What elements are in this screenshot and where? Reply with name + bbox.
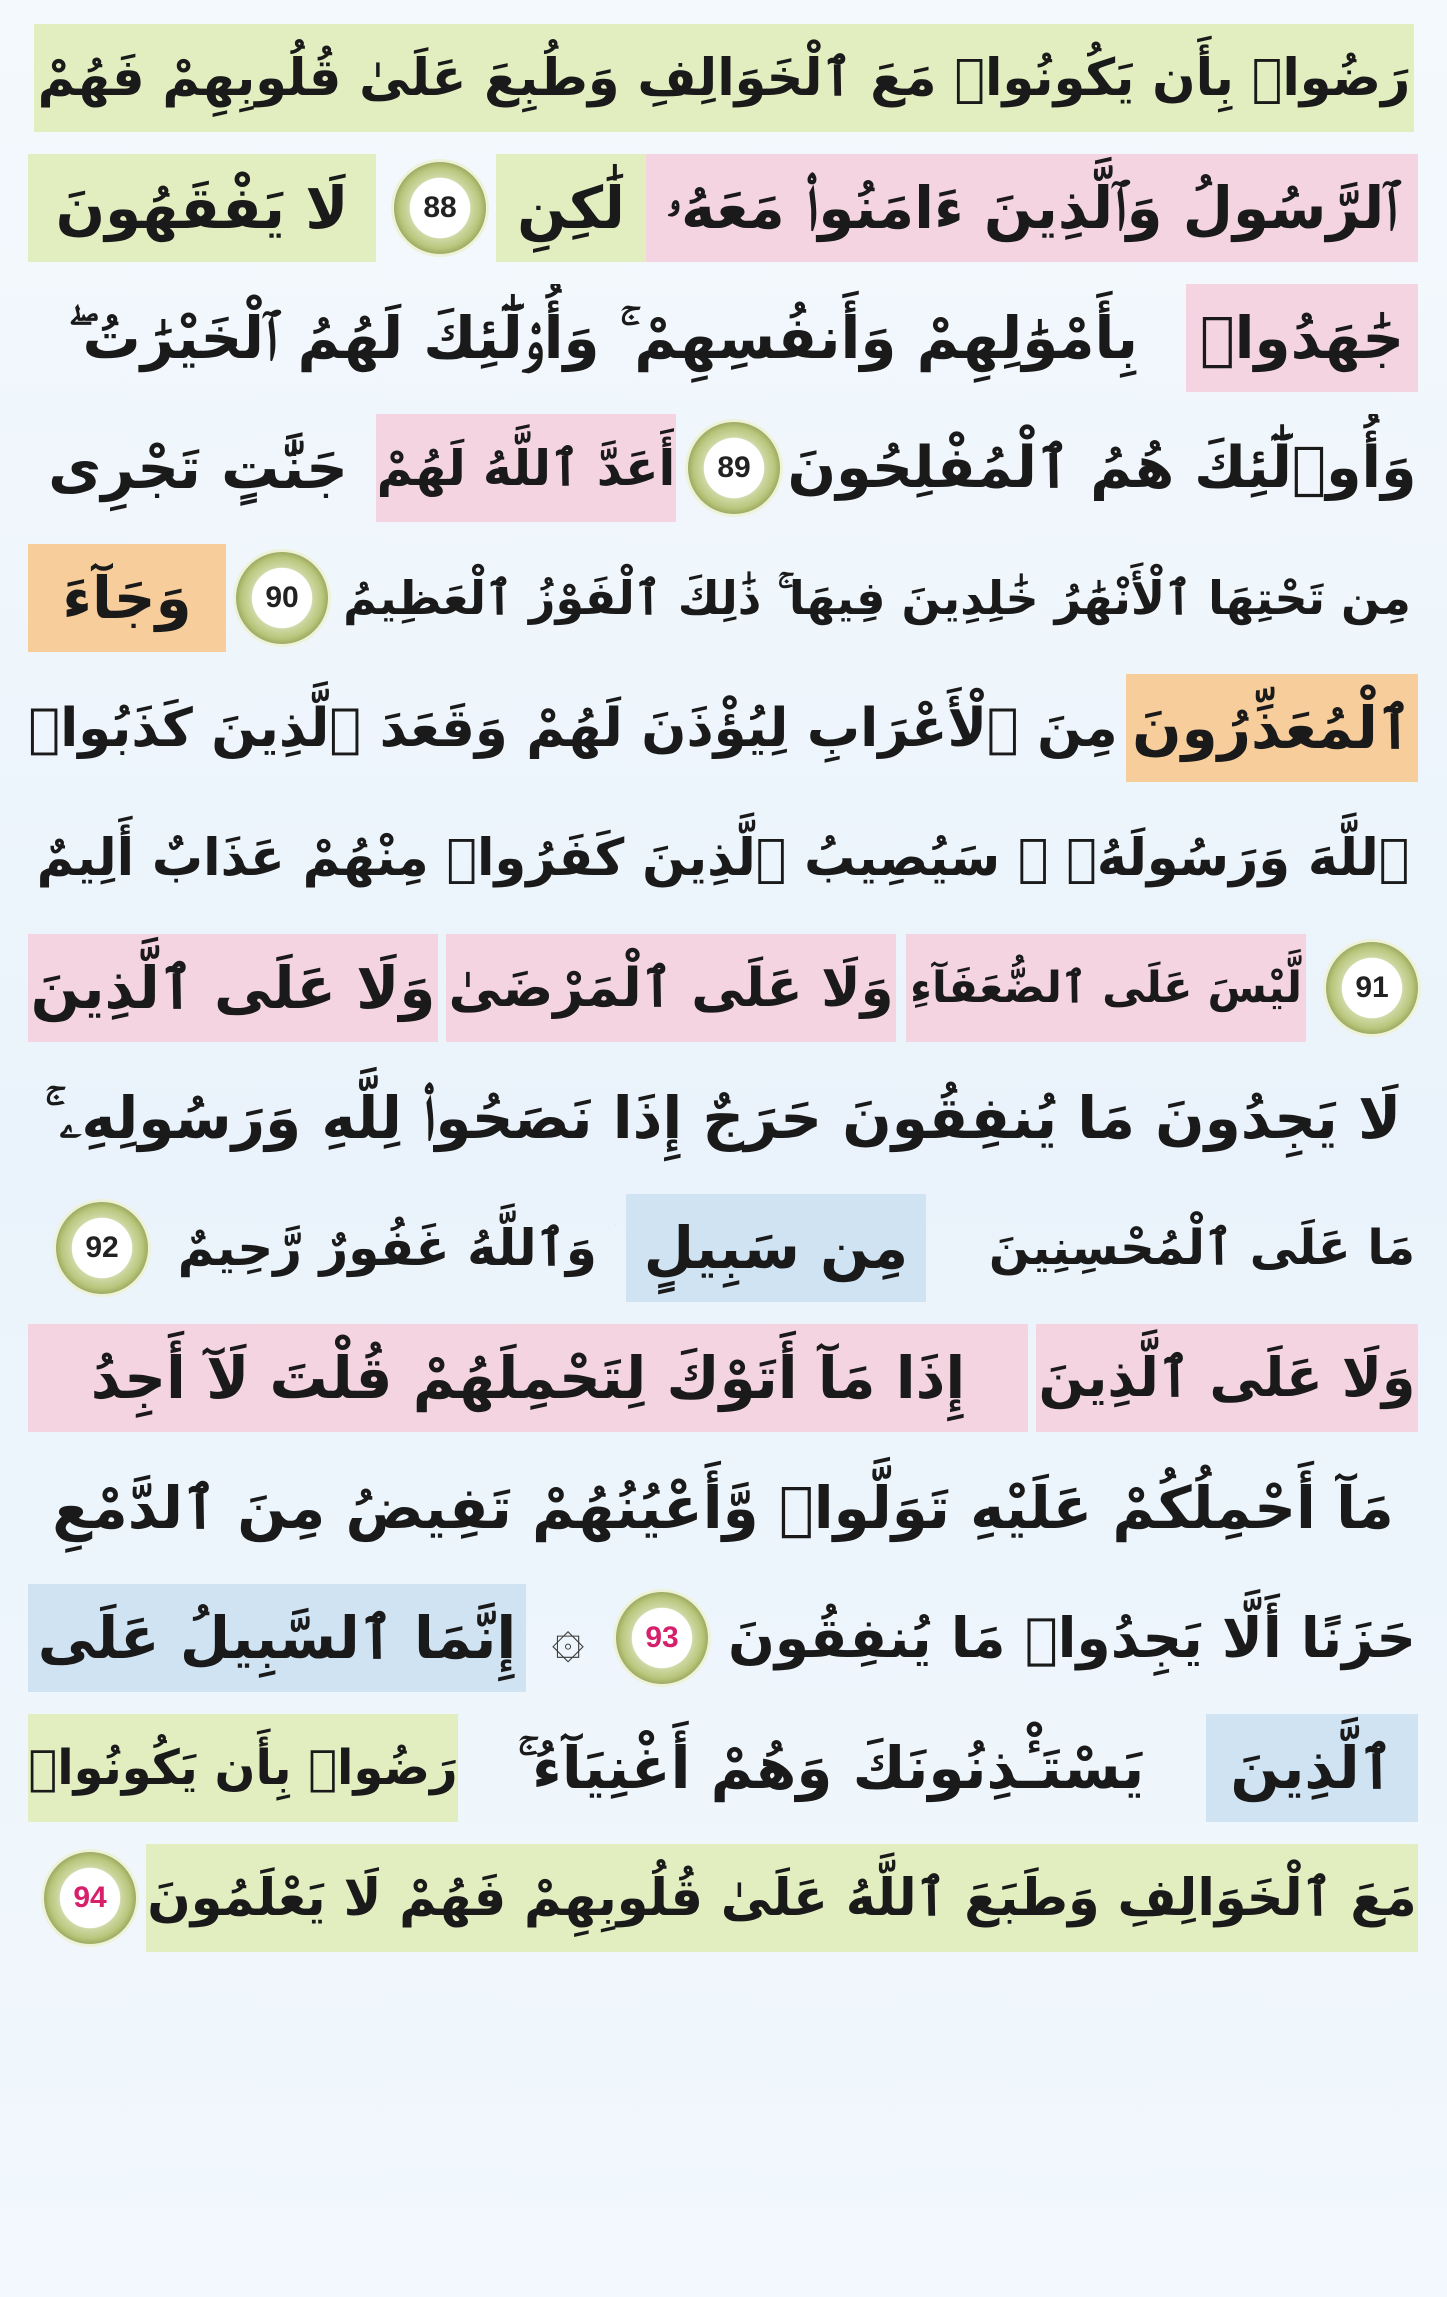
text-segment: ۚ وَٱللَّهُ غَفُورٌ رَّحِيمٌ [177, 1219, 615, 1277]
ayah-number-marker [688, 422, 780, 514]
text-line-6 [26, 668, 1421, 790]
text-segment: ٱللَّهَ وَرَسُولَهُۥ ۚ سَيُصِيبُ ٱلَّذِينَ كَفَرُوا۟ مِنْهُمْ عَذَابٌ أَلِيمٌ [36, 828, 1410, 888]
text-segment: مِن تَحْتِهَا ٱلْأَنْهَٰرُ خَٰلِدِينَ فِيهَا ۚ ذَٰلِكَ ٱلْفَوْزُ ٱلْعَظِيمُ [343, 571, 1411, 625]
ayah-number: 93 [645, 1621, 679, 1654]
ayah-number: 88 [423, 191, 457, 224]
text-segment: أَعَدَّ ٱللَّهُ لَهُمْ [376, 414, 676, 522]
text-segment: إِذَا مَآ أَتَوْكَ لِتَحْمِلَهُمْ قُلْتَ لَآ أَجِدُ [28, 1324, 1028, 1432]
text-segment: وَلَا عَلَى ٱلَّذِينَ [28, 934, 438, 1042]
text-segment: وَلَا عَلَى ٱلَّذِينَ [1036, 1324, 1418, 1432]
text-segment: مَآ أَحْمِلُكُمْ عَلَيْهِ تَوَلَّوا۟ وَّأَعْيُنُهُمْ تَفِيضُ مِنَ ٱلدَّمْعِ [52, 1474, 1394, 1542]
text-segment: وَجَآءَ [28, 544, 226, 652]
text-segment: رَضُوا۟ بِأَن يَكُونُوا۟ [28, 1714, 458, 1822]
text-segment: ٱلْمُعَذِّرُونَ [1126, 674, 1418, 782]
text-segment: مَا عَلَى ٱلْمُحْسِنِينَ [988, 1220, 1416, 1276]
text-segment: لَا يَجِدُونَ مَا يُنفِقُونَ حَرَجٌ إِذَا نَصَحُوا۟ لِلَّهِ وَرَسُولِهِۦ ۚ [44, 1084, 1402, 1152]
text-segment: جَٰهَدُوا۟ [1186, 284, 1418, 392]
ayah-number: 91 [1355, 971, 1389, 1004]
ayah-number-marker [44, 1852, 136, 1944]
text-segment: رَضُوا۟ بِأَن يَكُونُوا۟ مَعَ ٱلْخَوَالِفِ وَطُبِعَ عَلَىٰ قُلُوبِهِمْ فَهُمْ [34, 24, 1414, 132]
text-line-1 [26, 18, 1421, 140]
text-segment: بِأَمْوَٰلِهِمْ وَأَنفُسِهِمْ ۚ وَأُو۟لَٰٓئِكَ لَهُمُ ٱلْخَيْرَٰتُ ۖ [67, 304, 1139, 372]
text-line-9 [26, 1058, 1421, 1180]
ayah-number: 94 [73, 1881, 107, 1914]
text-segment: مَعَ ٱلْخَوَالِفِ وَطَبَعَ ٱللَّهُ عَلَىٰ قُلُوبِهِمْ فَهُمْ لَا يَعْلَمُونَ [146, 1844, 1418, 1952]
text-segment: وَلَا عَلَى ٱلْمَرْضَىٰ [446, 934, 896, 1042]
text-segment: وَأُو۟لَٰٓئِكَ هُمُ ٱلْمُفْلِحُونَ [787, 434, 1417, 501]
text-segment: لَٰكِنِ [496, 154, 646, 262]
text-line-4 [26, 408, 1421, 530]
text-line-13 [26, 1578, 1421, 1700]
text-line-3 [26, 278, 1421, 400]
text-segment: مِنَ ٱلْأَعْرَابِ لِيُؤْذَنَ لَهُمْ وَقَعَدَ ٱلَّذِينَ كَذَبُوا۟ [28, 697, 1118, 759]
ayah-number-marker [1326, 942, 1418, 1034]
text-line-11 [26, 1318, 1421, 1440]
text-segment: إِنَّمَا ٱلسَّبِيلُ عَلَى [28, 1584, 526, 1692]
text-segment: حَزَنًا أَلَّا يَجِدُوا۟ مَا يُنفِقُونَ [727, 1605, 1417, 1670]
text-segment: ٱلرَّسُولُ وَٱلَّذِينَ ءَامَنُوا۟ مَعَهُۥ [646, 154, 1418, 262]
rub-el-hizb-icon: ۞ [551, 1605, 585, 1670]
ayah-number-marker [56, 1202, 148, 1294]
ayah-number-marker [616, 1592, 708, 1684]
text-line-8 [26, 928, 1421, 1050]
text-segment: يَسْتَـْٔذِنُونَكَ وَهُمْ أَغْنِيَآءُ ۚ [517, 1734, 1145, 1802]
ayah-number-marker [394, 162, 486, 254]
text-line-10 [26, 1188, 1421, 1310]
text-line-2 [26, 148, 1421, 270]
text-line-5 [26, 538, 1421, 660]
ayah-number: 92 [85, 1231, 119, 1264]
ayah-number-marker [236, 552, 328, 644]
text-segment: ٱلَّذِينَ [1206, 1714, 1418, 1822]
ayah-number: 90 [265, 581, 299, 614]
text-line-14 [26, 1708, 1421, 1830]
text-line-15 [26, 1838, 1421, 1960]
text-segment: جَنَّٰتٍ تَجْرِى [48, 434, 348, 502]
text-line-7 [26, 798, 1421, 920]
text-line-12 [26, 1448, 1421, 1570]
text-segment: لَا يَفْقَهُونَ [28, 154, 376, 262]
text-segment: مِن سَبِيلٍ [626, 1194, 926, 1302]
text-segment: لَّيْسَ عَلَى ٱلضُّعَفَآءِ [906, 934, 1306, 1042]
ayah-number: 89 [717, 451, 751, 484]
